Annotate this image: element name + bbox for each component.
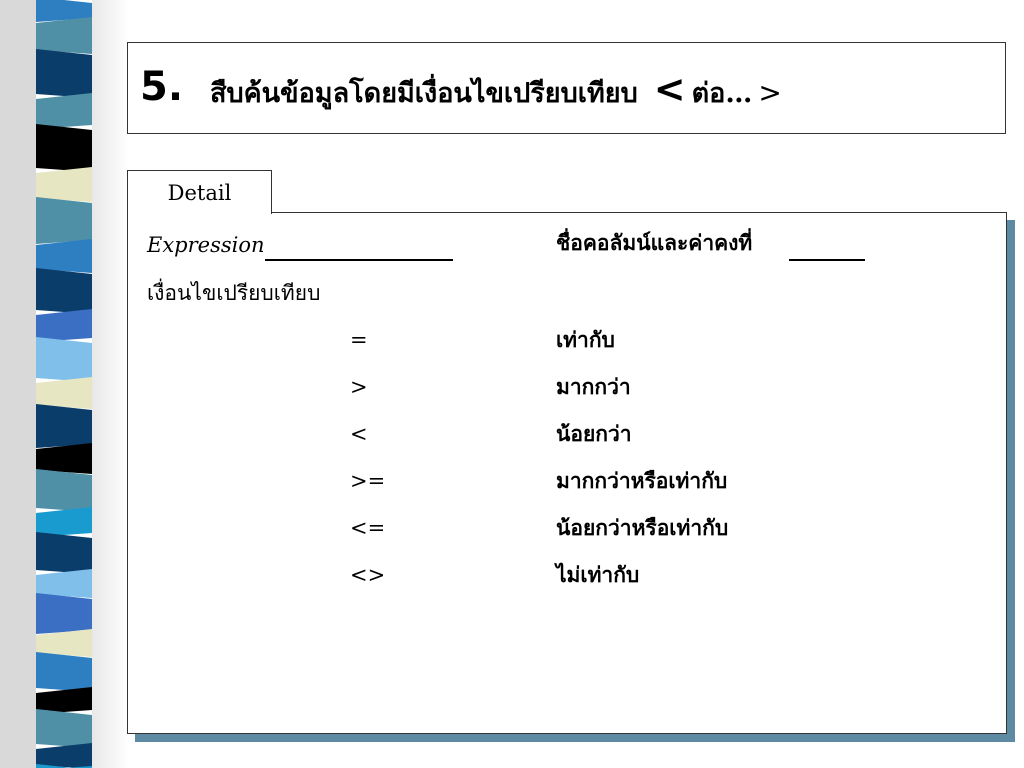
stripe-graphic bbox=[0, 0, 130, 768]
operator-row bbox=[128, 512, 1006, 552]
page-title bbox=[210, 69, 782, 114]
stripe-block bbox=[36, 507, 92, 537]
operator-row bbox=[128, 324, 1006, 364]
expression-blank-line bbox=[265, 259, 453, 261]
stripe-left-shadow bbox=[0, 0, 36, 768]
tab-detail[interactable]: Detail bbox=[127, 170, 272, 214]
stripe-block bbox=[36, 49, 92, 98]
stripe-block bbox=[36, 443, 92, 474]
stripe-right-shadow bbox=[92, 0, 130, 768]
operator-symbol: >= bbox=[350, 469, 386, 493]
column-constant-blank-line bbox=[789, 259, 865, 261]
operator-symbol: < bbox=[350, 422, 368, 446]
operator-row bbox=[128, 371, 1006, 411]
stripe-block bbox=[36, 469, 92, 512]
stripe-block bbox=[36, 377, 92, 409]
operator-symbol: = bbox=[350, 328, 368, 352]
operator-meaning: เท่ากับ bbox=[556, 327, 615, 352]
stripe-block bbox=[36, 167, 92, 202]
stripe-block bbox=[36, 337, 92, 382]
stripe-blocks bbox=[36, 0, 92, 768]
stripe-block bbox=[36, 268, 92, 314]
stripe-block bbox=[36, 569, 92, 598]
operator-meaning: มากกว่าหรือเท่ากับ bbox=[556, 468, 728, 493]
operator-symbol: > bbox=[350, 375, 368, 399]
stripe-block bbox=[36, 532, 92, 574]
operator-symbol: <> bbox=[350, 563, 386, 587]
slide-number: 5. bbox=[140, 64, 184, 110]
stripe-block bbox=[36, 17, 92, 54]
stripe-block bbox=[36, 197, 92, 244]
column-constant-label: ชื่อคอลัมน์และค่าคงที่ bbox=[556, 230, 753, 255]
conditions-label: เงื่อนไขเปรียบเทียบ bbox=[147, 281, 321, 305]
operator-meaning: น้อยกว่าหรือเท่ากับ bbox=[556, 515, 729, 540]
stripe-block bbox=[36, 239, 92, 273]
operator-row bbox=[128, 465, 1006, 505]
operator-meaning: มากกว่า bbox=[556, 374, 631, 399]
detail-panel bbox=[127, 212, 1007, 734]
stripe-block bbox=[36, 709, 92, 748]
expression-label: Expression bbox=[147, 233, 265, 257]
decorative-stripe-bar bbox=[0, 0, 130, 768]
operator-symbol: <= bbox=[350, 516, 386, 540]
title-continued-text: ต่อ… bbox=[691, 78, 753, 109]
stripe-block bbox=[36, 124, 92, 172]
title-gt-symbol: > bbox=[758, 76, 782, 109]
stripe-block bbox=[36, 743, 92, 768]
stripe-block bbox=[36, 593, 92, 634]
stripe-block bbox=[36, 404, 92, 448]
title-box bbox=[127, 42, 1006, 134]
operator-row bbox=[128, 559, 1006, 599]
operator-meaning: ไม่เท่ากับ bbox=[556, 562, 640, 587]
stripe-block bbox=[36, 652, 92, 692]
operator-row bbox=[128, 418, 1006, 458]
title-lt-symbol: < bbox=[653, 67, 686, 111]
stripe-block bbox=[36, 93, 92, 129]
title-main-text: สืบค้นข้อมูลโดยมีเงื่อนไขเปรียบเทียบ bbox=[210, 78, 638, 109]
stripe-block bbox=[36, 309, 92, 342]
operator-meaning: น้อยกว่า bbox=[556, 421, 632, 446]
